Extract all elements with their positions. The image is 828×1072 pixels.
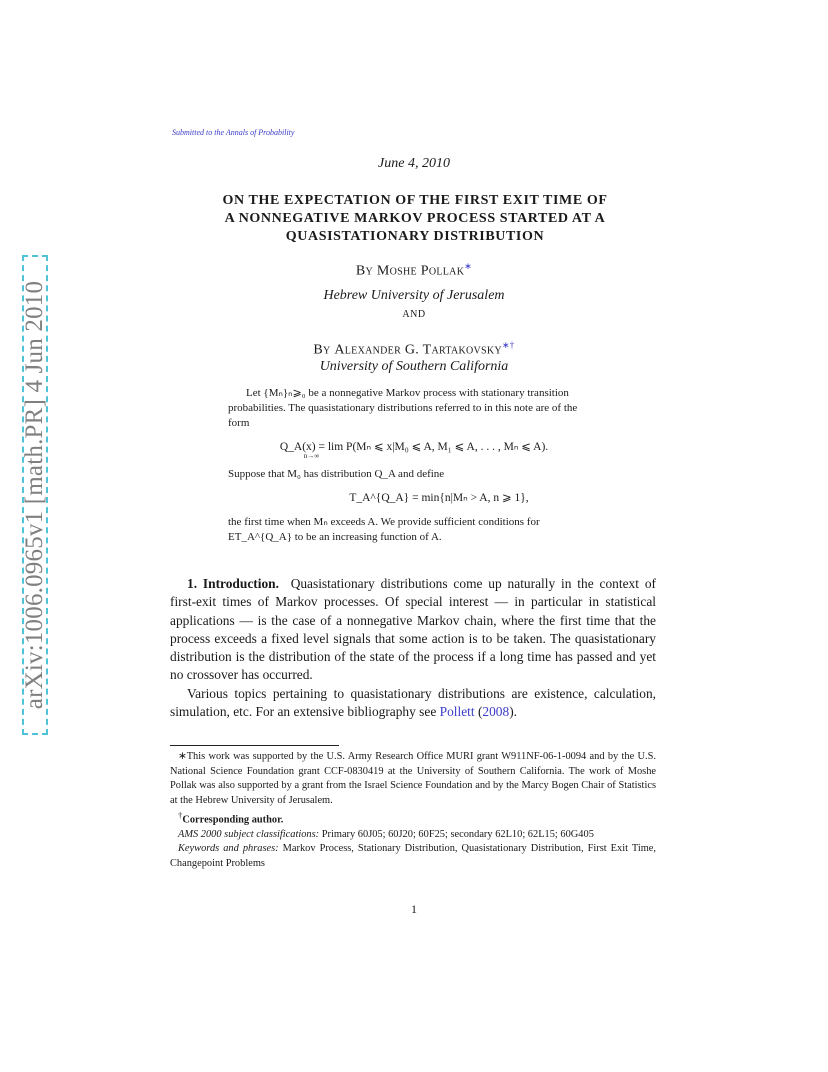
footnote-corresponding: †Corresponding author. — [178, 810, 284, 826]
arxiv-stamp: arXiv:1006.0965v1 [math.PR] 4 Jun 2010 — [21, 280, 48, 710]
paper-date: June 4, 2010 — [378, 156, 450, 171]
citation-year-link[interactable]: 2008 — [482, 704, 510, 720]
body-paragraph: Various topics pertaining to quasistationary distributions are existence, calculation, simulation, etc. For an extensive bibliography see Pollett (2008). — [170, 685, 656, 720]
title-line: ON THE EXPECTATION OF THE FIRST EXIT TIME OF — [222, 193, 608, 208]
citation-link[interactable]: Pollett — [439, 704, 475, 720]
introduction-section — [170, 575, 656, 721]
title-line: QUASISTATIONARY DISTRIBUTION — [285, 229, 545, 244]
body-paragraph — [170, 575, 656, 685]
section-heading: 1. Introduction. — [187, 576, 279, 591]
paragraph-text: Various topics pertaining to quasistationary distributions are existence, calculation, simulation, etc. For an extensive bibliography see — [170, 685, 656, 720]
footnote-ams: AMS 2000 subject classifications: Primary 60J05; 60J20; 60F25; secondary 62L10; 62L15; 60G405 — [178, 828, 594, 840]
by-word: By — [313, 342, 331, 358]
page-number: 1 — [411, 902, 417, 916]
author-name: Alexander G. Tartakovsky — [334, 342, 502, 358]
equation-text: T_A^{Q_A} = min{n|Mₙ > A, n ⩾ 1}, — [349, 492, 529, 504]
affiliation-1: Hebrew University of Jerusalem — [323, 288, 505, 303]
paragraph-text: Quasistationary distributions come up naturally in the context of first-exit times of Markov processes. Of special interest — in particular in statistical applications — is the case of a nonnegative Markov chain, where the first time that the process exceeds a fixed level signals that some action is to be taken. The quasistationary distribution is the distribution of the state of the process if a long time has passed and yet no crossover has occurred. — [170, 576, 656, 683]
abstract-paragraph: the first time when Mₙ exceeds A. We provide sufficient conditions for ET_A^{Q_A} to be an increasing function of A. — [228, 516, 540, 543]
affiliation-2: University of Southern California — [319, 359, 509, 374]
and-separator: AND — [402, 309, 426, 320]
footnote-funding: ∗This work was supported by the U.S. Army Research Office MURI grant W911NF-06-1-0094 and by the U.S. National Science Foundation grant CCF-0830419 at the University of Southern California. The work of Moshe Pollak was also supported by a grant from the Israel Science Foundation and by the Marcy Bogen Chair of Statistics at the Hebrew University of Jerusalem. — [170, 751, 656, 806]
abstract-paragraph: Let {Mₙ}ₙ⩾₀ be a nonnegative Markov process with stationary transition probabilities. The quasistationary distributions referred to in this note are of the form — [228, 387, 578, 429]
paper-title — [150, 192, 680, 246]
footnotes — [170, 750, 656, 871]
by-word: By — [355, 263, 374, 279]
author-name: Moshe Pollak — [376, 263, 465, 279]
equation-text: Q_A(x) = lim P(Mₙ ⩽ x|M₀ ⩽ A, M₁ ⩽ A, . . . , Mₙ ⩽ A). — [279, 441, 549, 453]
footnote-keywords: Keywords and phrases: Markov Process, Stationary Distribution, Quasistationary Distribution, First Exit Time, Changepoint Problems — [170, 843, 656, 869]
footnote-rule — [170, 745, 339, 746]
author-byline-1 — [0, 261, 828, 280]
footnote-marker-link[interactable]: ∗† — [501, 340, 515, 350]
equation-exit-time — [0, 490, 828, 504]
abstract-paragraph: Suppose that M₀ has distribution Q_A and define — [228, 468, 445, 480]
limit-subscript: n→∞ — [303, 452, 320, 460]
footnote-marker-link[interactable]: ∗ — [464, 261, 473, 271]
journal-link[interactable]: Submitted to the Annals of Probability — [172, 128, 295, 137]
author-byline-2 — [0, 340, 828, 359]
equation-quasistationary — [0, 439, 828, 453]
title-line: A NONNEGATIVE MARKOV PROCESS STARTED AT A — [224, 211, 606, 226]
